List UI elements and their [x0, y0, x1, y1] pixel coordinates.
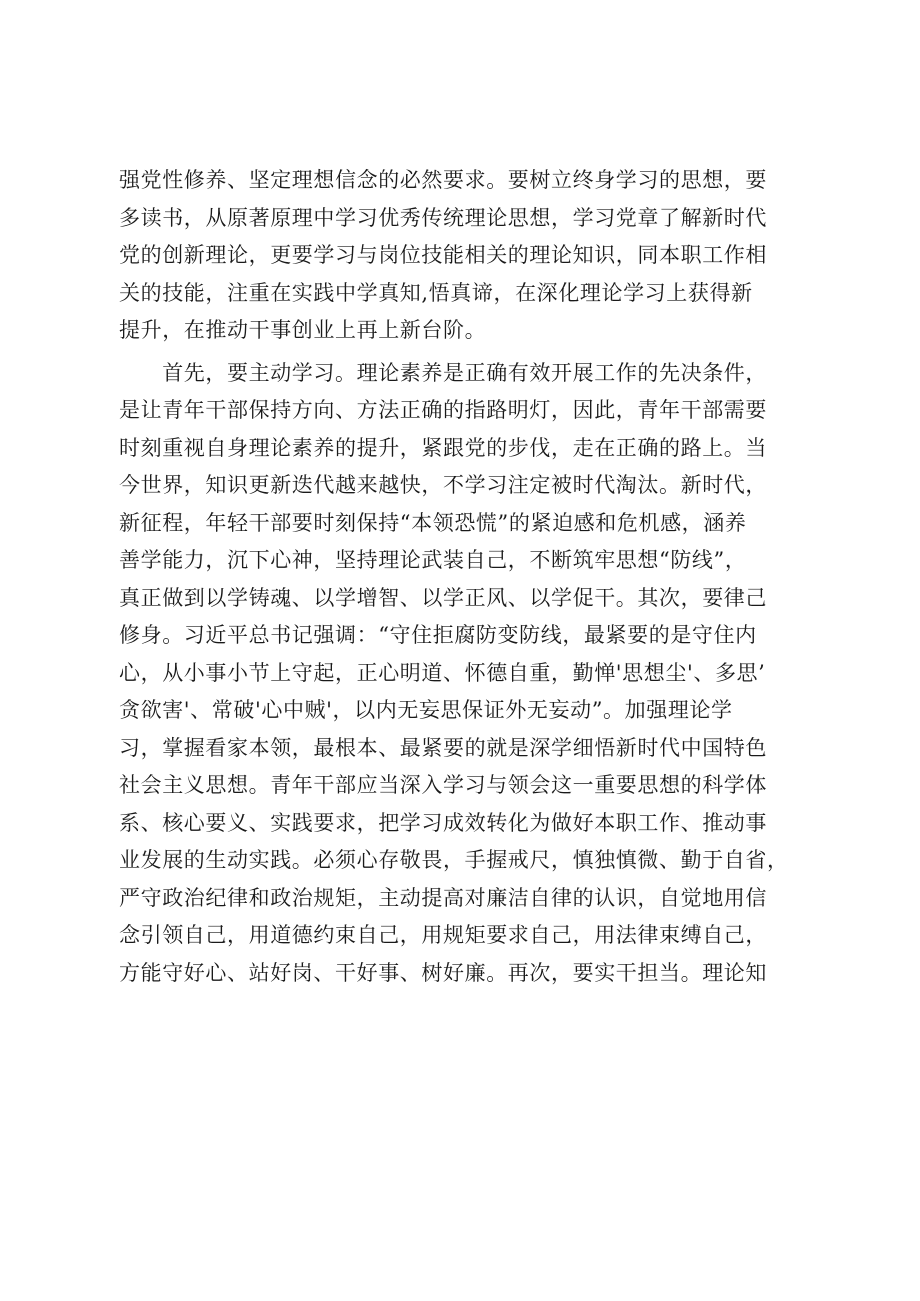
text-line: 系、核心要义、实践要求，把学习成效转化为做好本职工作、推动事 — [119, 810, 767, 835]
text-line: 今世界，知识更新迭代越来越快，不学习注定被时代淘汰。新时代， — [119, 473, 767, 497]
text-line: 多读书，从原著原理中学习优秀传统理论思想，学习党章了解新时代 — [119, 205, 767, 230]
text-line: 是让青年干部保持方向、方法正确的指路明灯，因此，青年干部需要 — [119, 398, 767, 422]
text-line: 提升，在推动干事创业上再上新台阶。 — [119, 318, 487, 342]
text-line: 念引领自己，用道德约束自己，用规矩要求自己，用法律束缚自己， — [119, 923, 767, 947]
text-line: 关的技能，注重在实践中学真知,悟真谛，在深化理论学习上获得新 — [119, 280, 753, 305]
text-line: 党的创新理论，更要学习与岗位技能相关的理论知识，同本职工作相 — [119, 243, 767, 267]
text-line: 新征程，年轻干部要时刻保持“本领恐慌”的紧迫感和危机感，涵养 — [119, 510, 747, 535]
text-line: 修身。习近平总书记强调：“守住拒腐防变防线，最紧要的是守住内 — [119, 623, 757, 647]
text-line: 强党性修养、坚定理想信念的必然要求。要树立终身学习的思想，要 — [119, 168, 767, 192]
text-line: 业发展的生动实践。必须心存敬畏，手握戒尺，慎独慎微、勤于自省， — [119, 848, 789, 872]
text-line: 真正做到以学铸魂、以学增智、以学正风、以学促干。其次，要律己 — [119, 585, 767, 610]
text-line: 方能守好心、站好岗、干好事、树好廉。再次，要实干担当。理论知 — [119, 960, 767, 985]
text-line: 心，从小事小节上守起，正心明道、怀德自重，勤惮'思想尘'、多思’ — [119, 660, 766, 685]
document-body — [119, 162, 829, 992]
text-line: 社会主义思想。青年干部应当深入学习与领会这一重要思想的科学体 — [119, 773, 767, 797]
text-line: 习，掌握看家本领，最根本、最紧要的就是深学细悟新时代中国特色 — [119, 735, 767, 760]
text-line: 严守政治纪律和政治规矩，主动提高对廉洁自律的认识，自觉地用信 — [119, 885, 767, 910]
text-line: 善学能力，沉下心神，坚持理论武装自己，不断筑牢思想“防线”， — [119, 548, 747, 572]
text-line: 贪欲害'、常破'心中贼'，以内无妄思保证外无妄动”。加强理论学 — [119, 698, 733, 722]
paragraph-1 — [119, 162, 829, 350]
text-line: 时刻重视自身理论素养的提升，紧跟党的步伐，走在正确的路上。当 — [119, 435, 767, 460]
text-line: 首先，要主动学习。理论素养是正确有效开展工作的先决条件， — [119, 360, 767, 385]
paragraph-2 — [119, 355, 829, 993]
